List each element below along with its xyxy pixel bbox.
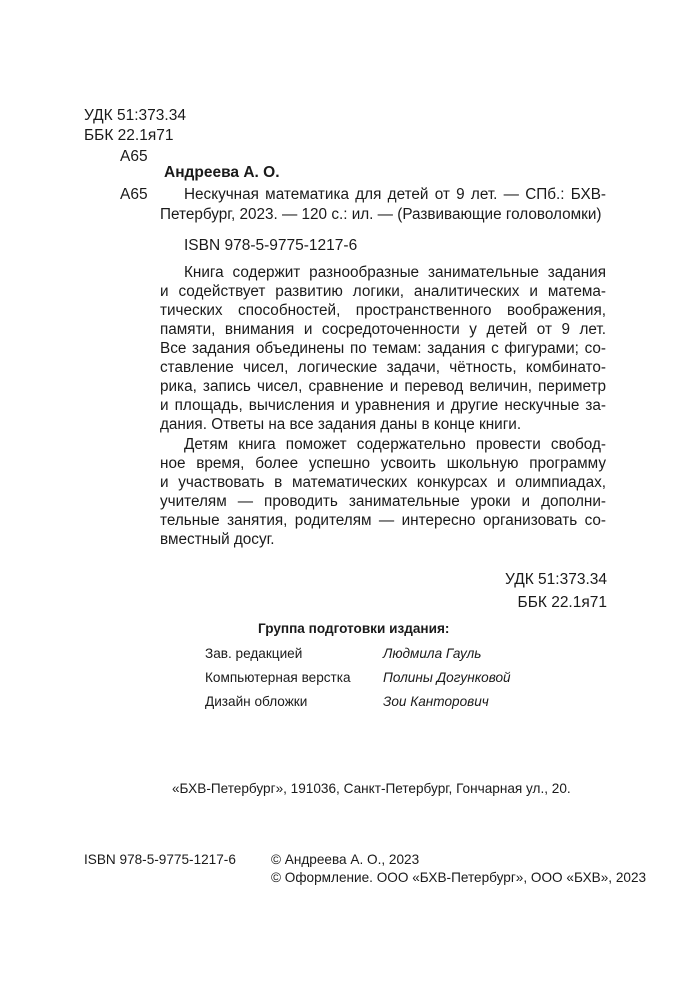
annotation-line: Книга содержит разнообразные занимательные задания — [184, 264, 606, 281]
annotation-line: рика, запись чисел, сравнение и перевод величин, периметр — [160, 378, 606, 395]
title-line: Петербург, 2023. — 120 с.: ил. — (Развивающие головоломки) — [160, 206, 602, 223]
copyright-author: © Андреева А. О., 2023 — [271, 852, 420, 867]
udk-top: УДК 51:373.34 — [84, 107, 186, 124]
isbn-record: ISBN 978-5-9775-1217-6 — [184, 237, 358, 254]
credit-role: Дизайн обложки — [205, 694, 308, 709]
annotation-line: и участвовать в математических конкурсах и олимпиадах, — [160, 474, 606, 491]
annotation-line: вместный досуг. — [160, 531, 275, 548]
annotation-line: тельные занятия, родителям — интересно организовать со- — [160, 512, 606, 529]
bbk-bottom: ББК 22.1я71 — [517, 594, 607, 611]
credit-name: Зои Канторович — [383, 694, 489, 709]
annotation-line: ное время, более успешно усвоить школьную программу — [160, 455, 606, 472]
isbn-footer: ISBN 978-5-9775-1217-6 — [84, 852, 236, 867]
bbk-top: ББК 22.1я71 — [84, 127, 174, 144]
annotation-line: учителям — проводить занимательные уроки и дополни- — [160, 493, 606, 510]
credit-role: Компьютерная верстка — [205, 670, 351, 685]
annotation-line: Все задания объединены по темам: задания с фигурами; со- — [160, 340, 606, 357]
credit-name: Полины Догунковой — [383, 670, 511, 685]
annotation-line: памяти, внимания и сосредоточенности у детей от 9 лет. — [160, 321, 606, 338]
annotation-line: и содействует развитию логики, аналитических и матема- — [160, 283, 606, 300]
annotation-line: ставление чисел, логические задачи, чётность, комбинато- — [160, 359, 606, 376]
annotation-line: Детям книга поможет содержательно провести свобод- — [184, 436, 606, 453]
annotation-line: и площадь, вычисления и уравнения и другие нескучные за- — [160, 397, 606, 414]
publisher-address: «БХВ-Петербург», 191036, Санкт-Петербург, Гончарная ул., 20. — [172, 781, 571, 796]
author-code: А65 — [120, 186, 148, 203]
author-code-top: А65 — [120, 148, 148, 165]
udk-bottom: УДК 51:373.34 — [505, 571, 607, 588]
annotation-line: тических способностей, пространственного воображения, — [160, 302, 606, 319]
credit-name: Людмила Гауль — [383, 646, 482, 661]
credits-heading: Группа подготовки издания: — [258, 621, 450, 636]
copyright-design: © Оформление. ООО «БХВ-Петербург», ООО «БХВ», 2023 — [271, 870, 647, 885]
annotation-line: дания. Ответы на все задания даны в конце книги. — [160, 416, 522, 433]
title-line: Нескучная математика для детей от 9 лет. — СПб.: БХВ- — [184, 186, 606, 203]
author-name: Андреева А. О. — [164, 164, 280, 181]
credit-role: Зав. редакцией — [205, 646, 303, 661]
